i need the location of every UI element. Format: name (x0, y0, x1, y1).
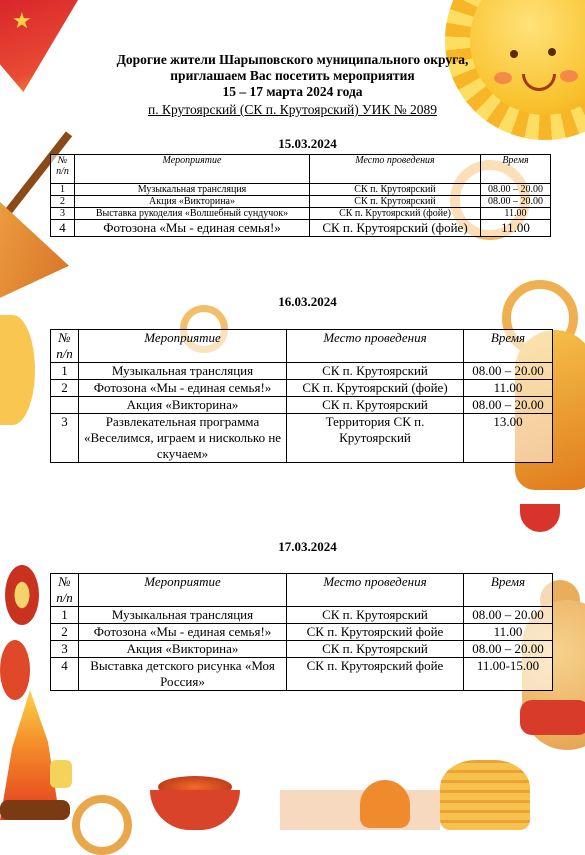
row-place: СК п. Крутоярский (310, 184, 481, 196)
row-place: СК п. Крутоярский (287, 641, 464, 658)
col-time-header: Время (464, 330, 553, 363)
bowl-icon (150, 790, 240, 830)
table-row (51, 414, 553, 463)
row-event: Музыкальная трансляция (75, 184, 310, 196)
row-num: 2 (51, 196, 75, 208)
row-place: СК п. Крутоярский (287, 363, 464, 380)
table-row (51, 658, 553, 691)
row-event: Фотозона «Мы - единая семья!» (79, 624, 287, 641)
painted-spoon-icon (0, 640, 30, 700)
row-num: 2 (51, 380, 79, 397)
row-place: СК п. Крутоярский (фойе) (310, 220, 481, 237)
row-event: Музыкальная трансляция (79, 607, 287, 624)
row-num (51, 397, 79, 414)
row-time: 11.00 (481, 208, 551, 220)
col-event-header: Мероприятие (79, 574, 287, 607)
location-line: п. Крутоярский (СК п. Крутоярский) УИК № 2089 (147, 102, 438, 117)
painted-spoon-icon (5, 565, 39, 625)
row-place: СК п. Крутоярский (287, 607, 464, 624)
row-place: СК п. Крутоярский фойе (287, 624, 464, 641)
row-event: Фотозона «Мы - единая семья!» (75, 220, 310, 237)
schedule-table-day3 (50, 573, 553, 691)
candy-icon (50, 760, 72, 788)
row-place: СК п. Крутоярский (310, 196, 481, 208)
table-header-row (51, 155, 551, 184)
row-time: 08.00 – 20.00 (481, 184, 551, 196)
col-num-header: № п/п (51, 330, 79, 363)
row-event: Фотозона «Мы - единая семья!» (79, 380, 287, 397)
row-num: 4 (51, 658, 79, 691)
day-date: 15.03.2024 (278, 136, 337, 151)
table-row (51, 380, 553, 397)
row-time: 08.00 – 20.00 (464, 397, 553, 414)
row-num: 3 (51, 414, 79, 463)
row-place: Территория СК п. Крутоярский (287, 414, 464, 463)
row-time: 08.00 – 20.00 (464, 607, 553, 624)
row-num: 3 (51, 208, 75, 220)
yellow-shape-decoration (0, 315, 35, 425)
col-num-header: № п/п (51, 155, 75, 184)
row-time: 11.00 (481, 220, 551, 237)
day-date: 16.03.2024 (278, 294, 337, 309)
row-place: СК п. Крутоярский (287, 397, 464, 414)
col-num-header: № п/п (51, 574, 79, 607)
table-row (51, 624, 553, 641)
row-time: 13.00 (464, 414, 553, 463)
col-place-header: Место проведения (287, 330, 464, 363)
logs-icon (0, 800, 70, 820)
row-time: 08.00 – 20.00 (464, 641, 553, 658)
table-row (51, 363, 553, 380)
bagel-icon (72, 795, 132, 855)
col-event-header: Мероприятие (75, 155, 310, 184)
row-num: 1 (51, 607, 79, 624)
greeting-line: Дорогие жители Шарыповского муниципального округа, (116, 52, 469, 67)
table-header-row (51, 574, 553, 607)
row-time: 11.00 (464, 624, 553, 641)
row-event: Музыкальная трансляция (79, 363, 287, 380)
table-row (51, 607, 553, 624)
teacup-icon (520, 500, 560, 532)
col-time-header: Время (464, 574, 553, 607)
row-time: 11.00 (464, 380, 553, 397)
row-num: 2 (51, 624, 79, 641)
table-row (51, 184, 551, 196)
row-time: 08.00 – 20.00 (464, 363, 553, 380)
row-num: 4 (51, 220, 75, 237)
row-event: Акция «Викторина» (79, 641, 287, 658)
table-header-row (51, 330, 553, 363)
row-event: Акция «Викторина» (75, 196, 310, 208)
row-place: СК п. Крутоярский (фойе) (287, 380, 464, 397)
row-num: 3 (51, 641, 79, 658)
table-row (51, 397, 553, 414)
row-event: Выставка детского рисунка «Моя Россия» (79, 658, 287, 691)
row-place: СК п. Крутоярский (фойе) (310, 208, 481, 220)
row-num: 1 (51, 184, 75, 196)
col-event-header: Мероприятие (79, 330, 287, 363)
star-icon: ★ (12, 8, 32, 33)
pitcher-icon (360, 780, 410, 828)
row-time: 08.00 – 20.00 (481, 196, 551, 208)
row-event: Акция «Викторина» (79, 397, 287, 414)
schedule-table-day2 (50, 329, 553, 463)
table-row (51, 220, 551, 237)
row-event: Развлекательная программа «Веселимся, играем и нисколько не скучаем» (79, 414, 287, 463)
table-row (51, 208, 551, 220)
scarf-decoration (520, 700, 585, 735)
row-time: 11.00-15.00 (464, 658, 553, 691)
col-place-header: Место проведения (310, 155, 481, 184)
row-place: СК п. Крутоярский фойе (287, 658, 464, 691)
table-row (51, 196, 551, 208)
schedule-table-day1 (50, 154, 551, 237)
date-range: 15 – 17 марта 2024 года (222, 84, 363, 99)
pancakes-icon (440, 760, 530, 830)
col-place-header: Место проведения (287, 574, 464, 607)
day-date: 17.03.2024 (278, 539, 337, 554)
col-time-header: Время (481, 155, 551, 184)
row-num: 1 (51, 363, 79, 380)
invitation-line: приглашаем Вас посетить мероприятия (170, 68, 415, 83)
table-row (51, 641, 553, 658)
row-event: Выставка рукоделия «Волшебный сундучок» (75, 208, 310, 220)
